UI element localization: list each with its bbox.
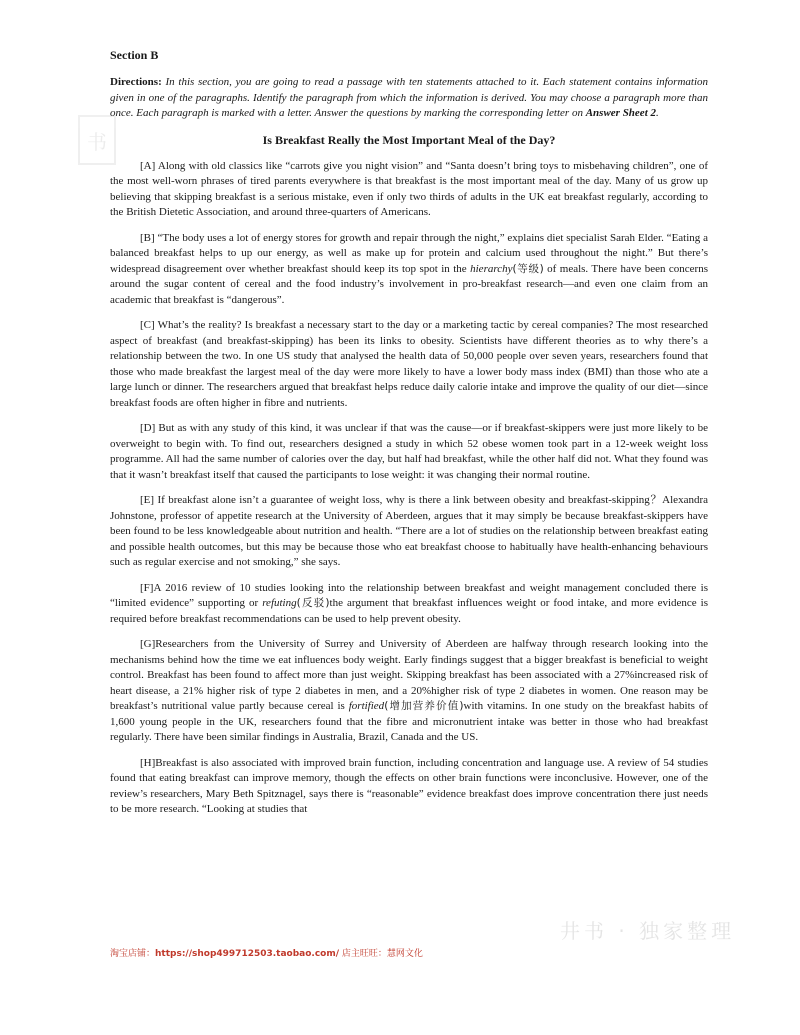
paragraph-f-term: refuting <box>262 597 297 609</box>
paragraph-b-term: hierarchy <box>470 262 513 275</box>
paragraph-h: [H]Breakfast is also associated with improved brain function, including concentration and language use. A review of 54 studies found that eating breakfast can improve memory, though the effects on other brain functions were inconclusive. However, one of the review’s researchers, Mary Beth Spitznagel, says there is “reasonable” evidence breakfast does improve concentration there just needs to be more research. “Looking at studies that <box>110 756 708 815</box>
directions-label: Directions: <box>110 76 162 88</box>
footer-shop-label: 淘宝店铺： <box>110 949 156 959</box>
paragraph-f-part1: [F]A 2016 review of 10 studies looking into the relationship between breakfast and weight management concluded there is “limited evidence” supporting or <box>110 581 708 609</box>
paragraph-g-part2: with vitamins. In one study on the breakfast habits of 1,600 young people in the UK, researchers found that the fibre and micronutrient intake was better in those who had breakfast regularly. There have been similar findings in Australia, Brazil, Canada and the US. <box>110 700 708 743</box>
paragraph-c: [C] What’s the reality? Is breakfast a necessary start to the day or a marketing tactic by cereal companies? The most researched aspect of breakfast (and breakfast-skipping) has been its links to obesity. Scientists have different theories as to why there’s a relationship between the two. In one US study that analysed the health data of 50,000 people over seven years, researchers found that those who made breakfast the largest meal of the day were more likely to have a lower body mass index (BMI) than those who ate a large lunch or dinner. The researchers argued that breakfast helps reduce daily calorie intake and improve the quality of our diet—since breakfast foods are often higher in fibre and nutrients. <box>110 319 708 409</box>
paragraph-f-part2: the argument that breakfast influences weight or food intake, and more evidence is required before breakfast recommendations can be used to help prevent obesity. <box>110 597 708 625</box>
paragraph-g-gloss: (增加营养价值) <box>384 700 464 712</box>
footer-owner: 慧网文化 <box>386 949 423 959</box>
paragraph-b-gloss: (等级) <box>512 262 544 275</box>
directions-end: . <box>656 107 659 119</box>
directions-text: In this section, you are going to read a passage with ten statements attached to it. Each statement contains information given in one of the paragraphs. Identify the paragraph from which the information is derived. You may choose a paragraph more than once. Each paragraph is marked with a letter. Answer the questions by marking the corresponding letter on <box>110 76 708 119</box>
paragraph-b-part1: [B] “The body uses a lot of energy stores for growth and repair through the night,” explains diet specialist Sarah Elder. “Eating a balanced breakfast helps to up our energy, as well as make up for protein and calcium used throughout the night.” But there’s widespread disagreement over whether breakfast should keep its top spot in the <box>110 231 708 275</box>
section-heading: Section B <box>110 48 159 62</box>
article-title: Is Breakfast Really the Most Important Meal of the Day? <box>262 132 556 147</box>
watermark-seal: 书 <box>78 115 116 165</box>
paragraph-g-part1: [G]Researchers from the University of Surrey and University of Aberdeen are halfway through research looking into the mechanisms behind how the time we eat influences body weight. Early findings suggest that a bigger breakfast is beneficial to weight control. Breakfast has been found to affect more than just weight. Skipping breakfast has been associated with a 27%increased risk of heart disease, a 21% higher risk of type 2 diabetes in men, and a 20%higher risk of type 2 diabetes in women. One reason may be breakfast’s nutritional value partly because cereal is <box>110 638 708 712</box>
document-page <box>110 48 708 828</box>
footer <box>110 946 423 959</box>
paragraph-e: [E] If breakfast alone isn’t a guarantee of weight loss, why is there a link between obesity and breakfast-skipping？Alexandra Johnstone, professor of appetite research at the University of Aberdeen, argues that it may simply be because breakfast-skippers have been found to be less knowledgeable about nutrition and health. “There are a lot of studies on the relationship between breakfast eating and possible health outcomes, but this may be because those who eat breakfast choose to habitually have health-enhancing behaviours such as regular exercise and not smoking,” she says. <box>110 494 708 568</box>
paragraph-b-part2: of meals. There have been concerns around the sugar content of cereal and the food industry’s involvement in pro-breakfast research—and even one claim from an academic that breakfast is “dangerous”. <box>110 262 708 306</box>
watermark-text: 井书 · 独家整理 <box>560 919 736 943</box>
directions <box>110 75 708 122</box>
paragraph-g-term: fortified <box>348 700 385 712</box>
paragraph-f <box>110 581 708 628</box>
paragraph-d: [D] But as with any study of this kind, it was unclear if that was the cause—or if breakfast-skippers were just more likely to be overweight to begin with. To find out, researchers designed a study in which 52 obese women took part in a 12-week weight loss programme. All had the same number of calories over the day, but half had breakfast, while the other half did not. What they found was that it wasn’t breakfast itself that caused the participants to lose weight: it was changing their normal routine. <box>110 422 708 481</box>
answer-sheet-ref: Answer Sheet 2 <box>585 107 656 119</box>
footer-shop-link[interactable]: https://shop499712503.taobao.com/ <box>155 949 340 959</box>
paragraph-f-gloss: (反驳) <box>296 597 330 609</box>
paragraph-b <box>110 231 708 309</box>
footer-owner-label: 店主旺旺： <box>341 949 387 959</box>
paragraph-a: [A] Along with old classics like “carrots give you night vision” and “Santa doesn’t bring toys to misbehaving children”, one of the most well-worn phrases of tired parents everywhere is that breakfast is the most important meal of the day. Many of us grow up believing that skipping breakfast is a serious mistake, even if only two thirds of adults in the UK eat breakfast regularly, according to the British Dietetic Association, and around three-quarters of Americans. <box>110 159 708 218</box>
paragraph-g <box>110 637 708 746</box>
